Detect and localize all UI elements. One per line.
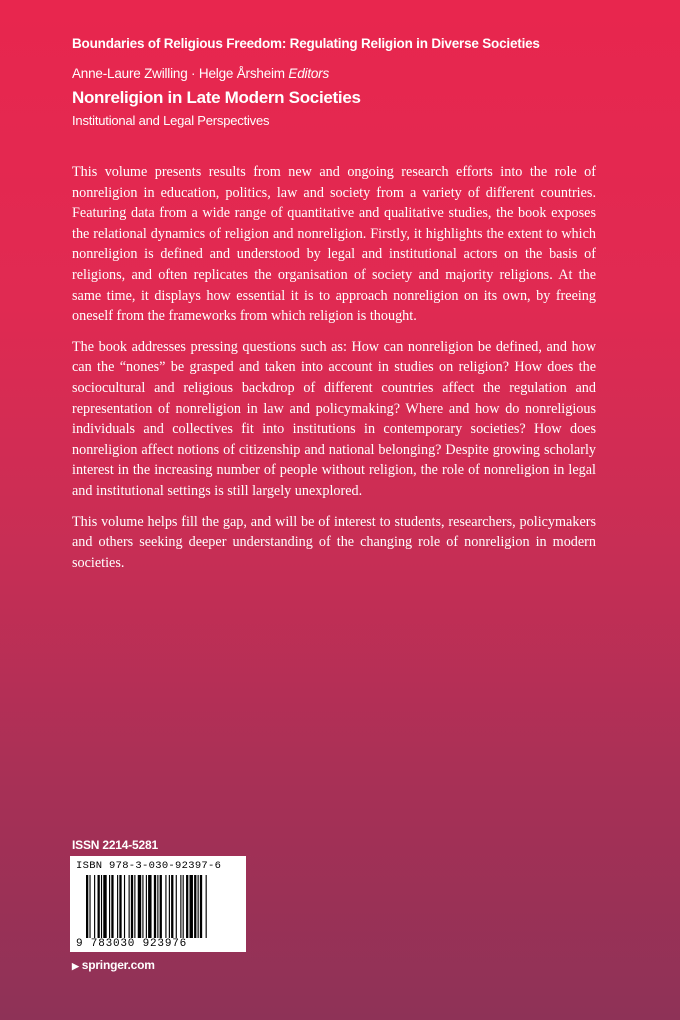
barcode-digits: 9 783030 923976 (76, 938, 188, 950)
isbn-barcode (70, 856, 246, 952)
editor-names: Anne-Laure Zwilling · Helge Årsheim (72, 66, 285, 81)
barcode-bars (86, 875, 236, 938)
publisher-website[interactable] (72, 958, 155, 972)
barcode-graphic (86, 875, 236, 938)
arrow-icon: ▶ (72, 961, 79, 971)
book-title: Nonreligion in Late Modern Societies (72, 88, 361, 107)
publisher-link[interactable]: springer.com (81, 958, 155, 972)
series-title: Boundaries of Religious Freedom: Regulating Religion in Diverse Societies (72, 36, 540, 51)
blurb-paragraph: The book addresses pressing questions such as: How can nonreligion be defined, and how can the “nones” be grasped and taken into account in studies on religion? How does the sociocultural and religious backdrop of different countries affect the regulation and representation of nonreligion in law and policymaking? Where and how do nonreligious individuals and collectives fit into institutions in contemporary societies? How does nonreligion affect notions of citizenship and national belonging? Despite growing scholarly interest in the increasing number of people without religion, the role of nonreligion in legal and institutional settings is still largely unexplored. (72, 338, 596, 499)
blurb-paragraph: This volume helps fill the gap, and will be of interest to students, researchers, policymakers and others seeking deeper understanding of the changing role of nonreligion in modern societies. (72, 513, 596, 571)
editors-role: Editors (288, 66, 330, 81)
issn-label: ISSN 2214-5281 (72, 838, 158, 852)
blurb-paragraph: This volume presents results from new and ongoing research efforts into the role of nonreligion in education, politics, law and society from a variety of different countries. Featuring data from a wide range of quantitative and qualitative studies, the book exposes the relational dynamics of religion and nonreligion. Firstly, it highlights the extent to which nonreligion is defined and understood by legal and institutional actors on the basis of religions, and often replicates the organisation of society and majority religions. At the same time, it displays how essential it is to approach nonreligion on its own, by freeing oneself from the frameworks from which religion is thought. (72, 164, 596, 325)
isbn-number: ISBN 978-3-030-92397-6 (76, 860, 222, 872)
editors-line (72, 66, 329, 81)
back-cover-blurb (72, 162, 596, 583)
book-subtitle: Institutional and Legal Perspectives (72, 113, 270, 128)
